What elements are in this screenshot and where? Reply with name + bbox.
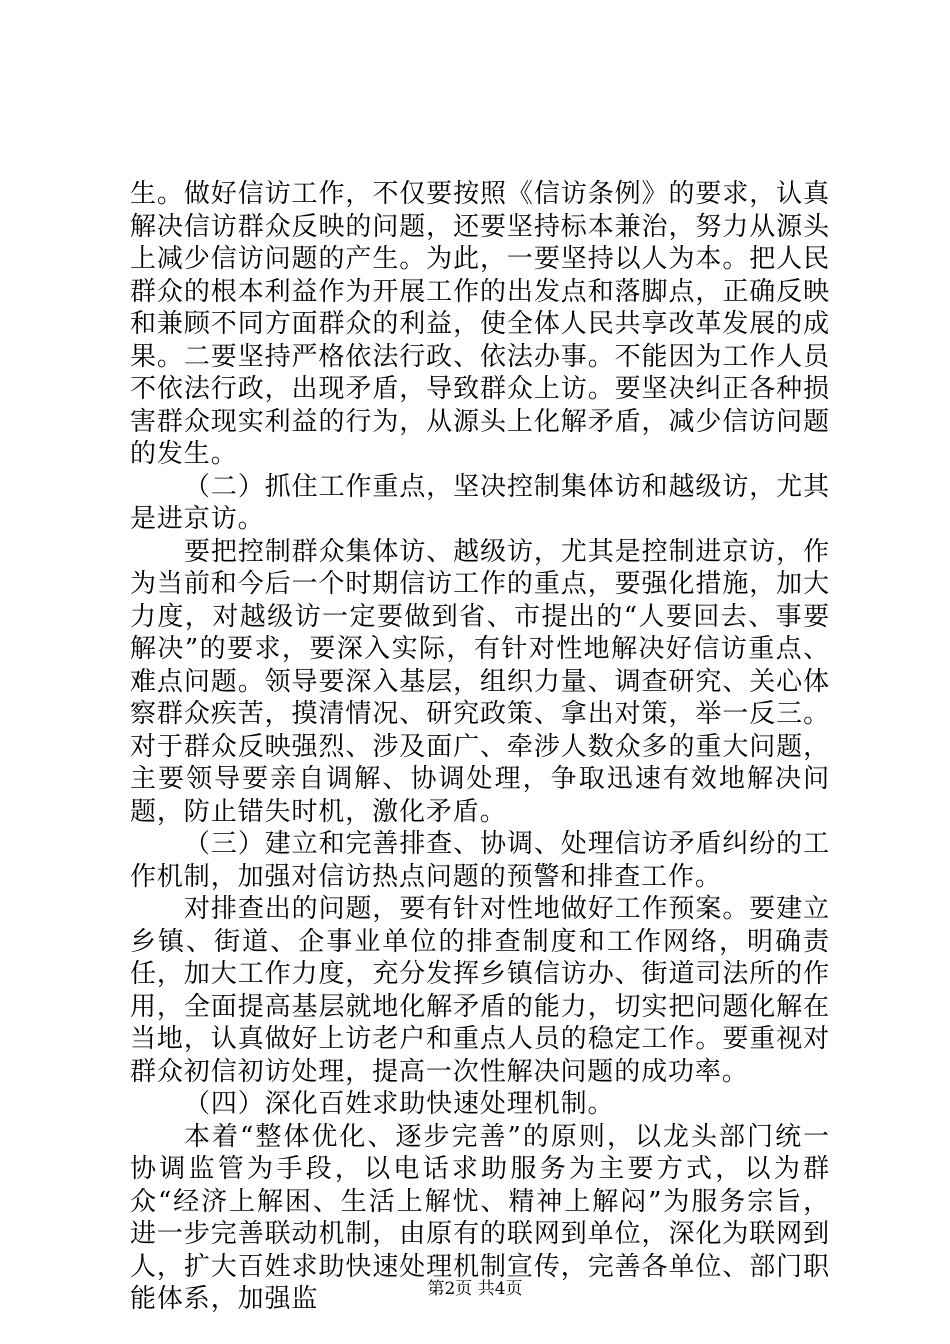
paragraph-section-3: 对排查出的问题，要有针对性地做好工作预案。要建立乡镇、街道、企事业单位的排查制度和工作网络，明确责任，加大工作力度，充分发挥乡镇信访办、街道司法所的作用，全面提高基层就地化解矛盾的能力，切实把问题化解在当地，认真做好上访老户和重点人员的稳定工作。要重视对群众初信初访处理，提高一次性解决问题的成功率。: [130, 894, 830, 1087]
paragraph-section-4: 本着“整体优化、逐步完善”的原则，以龙头部门统一协调监管为手段，以电话求助服务为主要方式，以为群众“经济上解困、生活上解忧、精神上解闷”为服务宗旨，进一步完善联动机制，由原有的联网到单位，深化为联网到人，扩大百姓求助快速处理机制宣传，完善各单位、部门职能体系，加强监: [130, 1121, 830, 1314]
section-heading-4: （四）深化百姓求助快速处理机制。: [184, 1089, 615, 1119]
page-number-footer: 第2页 共4页: [427, 1279, 523, 1299]
paragraph-section-2: 要把控制群众集体访、越级访，尤其是控制进京访，作为当前和今后一个时期信访工作的重点，要强化措施，加大力度，对越级访一定要做到省、市提出的“人要回去、事要解决”的要求，要深入实际，有针对性地解决好信访重点、难点问题。领导要深入基层，组织力量、调查研究、关心体察群众疾苦，摸清情况、研究政策、拿出对策，举一反三。对于群众反映强烈、涉及面广、牵涉人数众多的重大问题，主要领导要亲自调解、协调处理，争取迅速有效地解决问题，防止错失时机，激化矛盾。: [130, 536, 830, 827]
paragraph-continuation: 生。做好信访工作，不仅要按照《信访条例》的要求，认真解决信访群众反映的问题，还要坚持标本兼治，努力从源头上减少信访问题的产生。为此，一要坚持以人为本。把人民群众的根本利益作为开展工作的出发点和落脚点，正确反映和兼顾不同方面群众的利益，使全体人民共享改革发展的成果。二要坚持严格依法行政、依法办事。不能因为工作人员不依法行政，出现矛盾，导致群众上访。要坚决纠正各种损害群众现实利益的行为，从源头上化解矛盾，减少信访问题的发生。: [130, 179, 830, 469]
document-body: [130, 178, 830, 1316]
section-heading-3: （三）建立和完善排查、协调、处理信访矛盾纠纷的工作机制，加强对信访热点问题的预警和排查工作。: [130, 829, 830, 892]
section-heading-2: （二）抓住工作重点，坚决控制集体访和越级访，尤其是进京访。: [130, 471, 830, 534]
